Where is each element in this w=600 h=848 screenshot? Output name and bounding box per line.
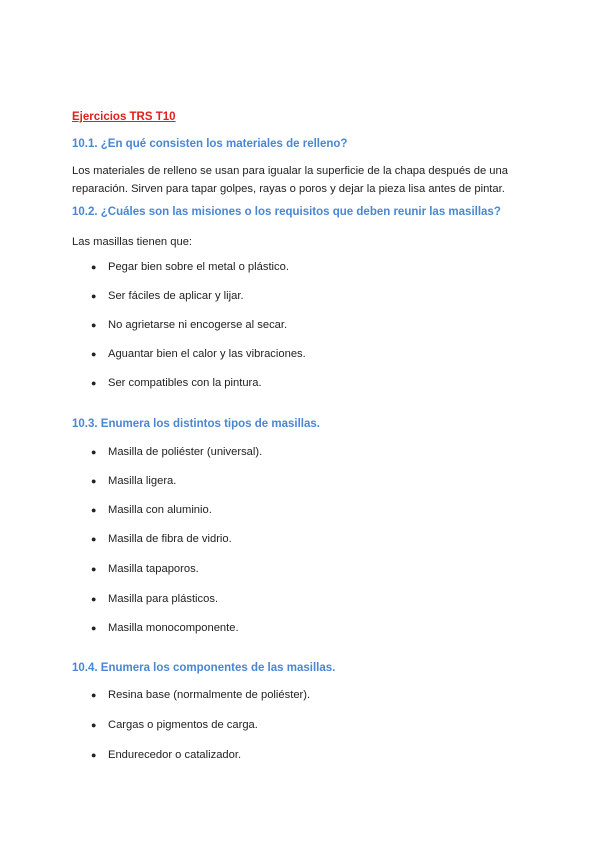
bullet-icon: ● [91,720,97,730]
bullet-icon: ● [91,349,97,359]
list-item-text: Masilla de poliéster (universal). [108,446,263,458]
list-item-text: Masilla ligera. [108,475,177,487]
list-item-text: Masilla tapaporos. [108,563,199,575]
bullet-icon: ● [91,262,97,272]
list-item-text: Aguantar bien el calor y las vibraciones. [108,348,306,360]
question-10-2: 10.2. ¿Cuáles son las misiones o los requisitos que deben reunir las masillas? [72,206,501,218]
list-item-text: Masilla con aluminio. [108,504,212,516]
list-item-text: Endurecedor o catalizador. [108,749,242,761]
list-item-text: Masilla para plásticos. [108,593,219,605]
question-10-3: 10.3. Enumera los distintos tipos de masillas. [72,418,320,430]
list-item-text: Masilla monocomponente. [108,622,239,634]
list-item-text: Ser fáciles de aplicar y lijar. [108,290,244,302]
bullet-icon: ● [91,750,97,760]
bullet-icon: ● [91,594,97,604]
list-item-text: Pegar bien sobre el metal o plástico. [108,261,289,273]
bullet-icon: ● [91,476,97,486]
bullet-icon: ● [91,690,97,700]
bullet-icon: ● [91,320,97,330]
document-title: Ejercicios TRS T10 [72,111,176,123]
bullet-icon: ● [91,534,97,544]
bullet-icon: ● [91,505,97,515]
intro-10-2: Las masillas tienen que: [72,236,193,248]
bullet-icon: ● [91,378,97,388]
list-item-text: Ser compatibles con la pintura. [108,377,262,389]
bullet-icon: ● [91,447,97,457]
question-10-4: 10.4. Enumera los componentes de las masillas. [72,662,336,674]
bullet-icon: ● [91,623,97,633]
answer-10-1: Los materiales de relleno se usan para igualar la superficie de la chapa después de una reparación. Sirven para tapar golpes, rayas o poros y dejar la pieza lisa antes de pintar. [72,165,508,195]
bullet-icon: ● [91,291,97,301]
bullet-icon: ● [91,564,97,574]
list-item-text: Cargas o pigmentos de carga. [108,719,258,731]
list-item-text: Resina base (normalmente de poliéster). [108,689,311,701]
question-10-1: 10.1. ¿En qué consisten los materiales de relleno? [72,138,348,150]
list-item-text: Masilla de fibra de vidrio. [108,533,232,545]
list-item-text: No agrietarse ni encogerse al secar. [108,319,288,331]
